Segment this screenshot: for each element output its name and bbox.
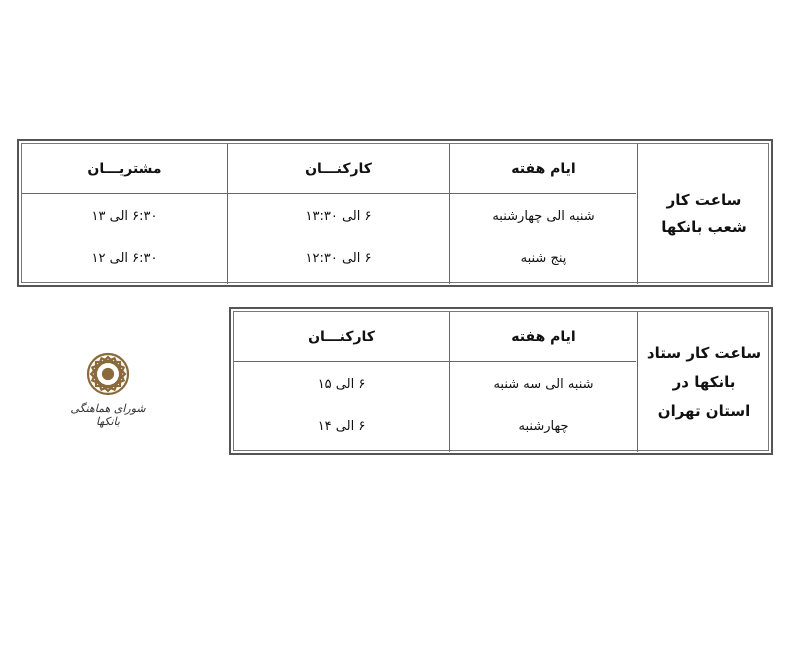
side-label-line: ساعت کار <box>666 191 742 209</box>
side-label-line: استان تهران <box>657 401 751 420</box>
staff-cell: ۶ الی ۱۳:۳۰ <box>305 208 372 224</box>
days-cell: چهارشنبه <box>518 418 569 434</box>
side-label-line: شعب بانکها <box>661 218 747 236</box>
hq-hours-table <box>229 307 773 455</box>
days-cell: پنج شنبه <box>520 250 567 266</box>
hq-hours-label <box>638 312 770 452</box>
customers-cell: ۶:۳۰ الی ۱۳ <box>91 208 158 224</box>
days-cell: شنبه الی چهارشنبه <box>492 208 595 224</box>
staff-header: کارکنـــان <box>305 160 372 177</box>
side-label-line: ساعت کار ستاد <box>646 343 762 362</box>
staff-header: کارکنـــان <box>308 328 375 345</box>
side-label-line: بانکها در <box>672 372 736 391</box>
customers-cell: ۶:۳۰ الی ۱۲ <box>91 250 158 266</box>
banks-council-logo-text: شورای هماهنگی بانکها <box>70 402 146 428</box>
staff-cell: ۶ الی ۱۵ <box>317 376 366 392</box>
staff-cell: ۶ الی ۱۲:۳۰ <box>305 250 372 266</box>
staff-cell: ۶ الی ۱۴ <box>317 418 366 434</box>
days-cell: شنبه الی سه شنبه <box>493 376 594 392</box>
customers-header: مشتریـــان <box>87 160 162 177</box>
days-header: ایام هفته <box>511 328 576 345</box>
branch-hours-table <box>17 139 773 287</box>
days-header: ایام هفته <box>511 160 576 177</box>
branch-hours-label <box>638 144 770 284</box>
